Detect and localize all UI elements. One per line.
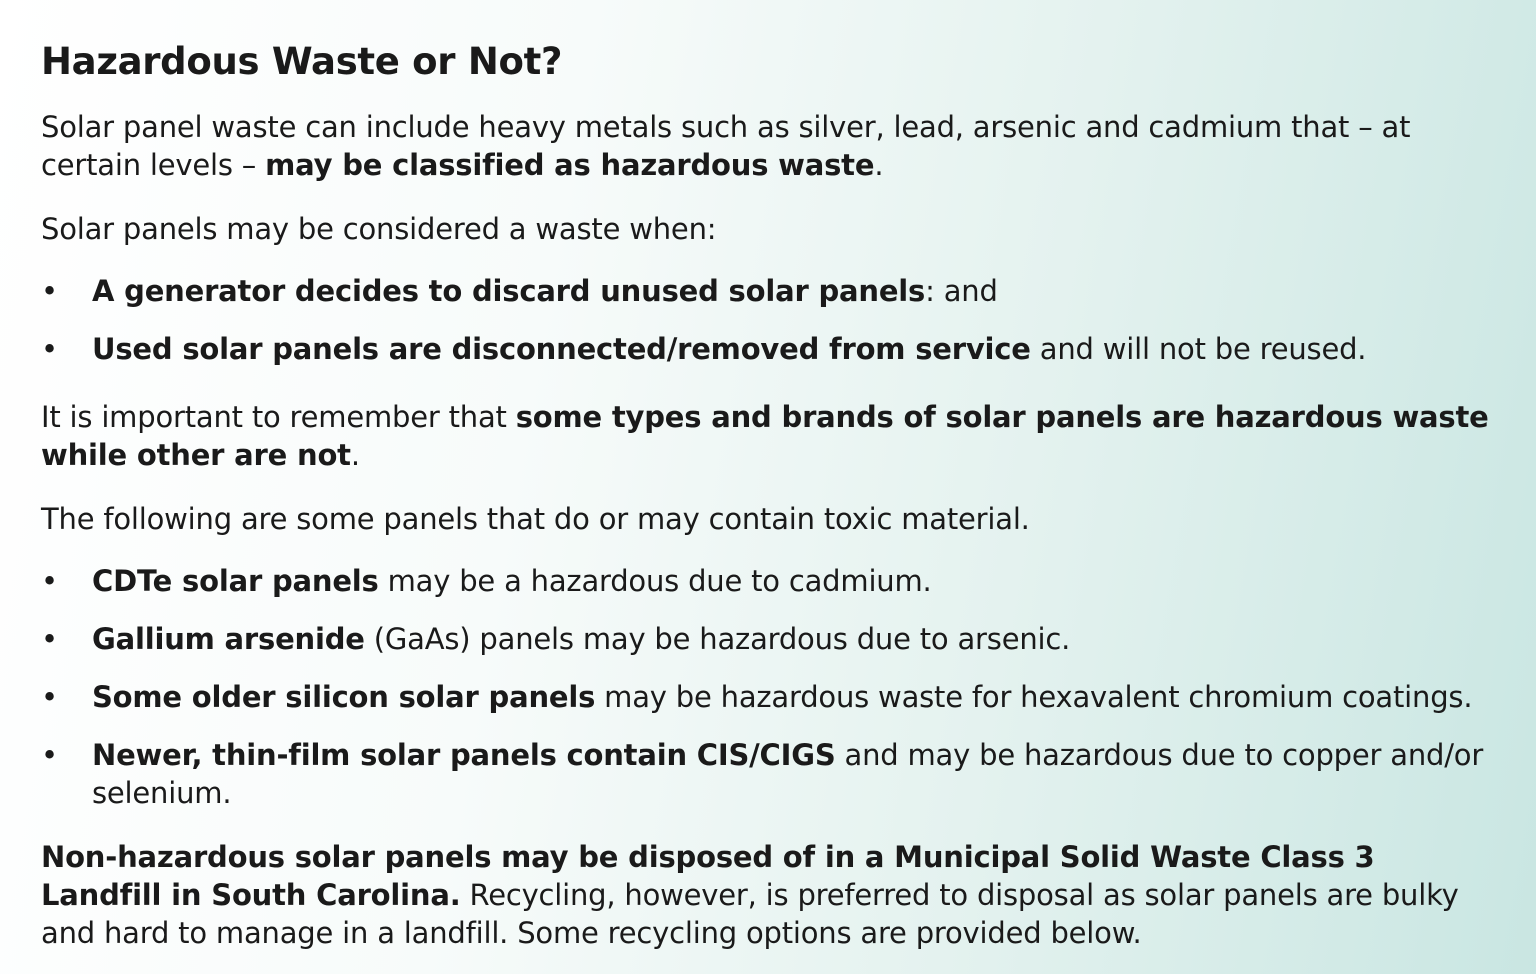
intro-end: . bbox=[874, 148, 884, 182]
item-text: : and bbox=[925, 274, 998, 308]
remember-paragraph bbox=[41, 398, 1501, 474]
document-body bbox=[41, 36, 1501, 952]
following-paragraph: The following are some panels that do or may contain toxic material. bbox=[41, 502, 1030, 536]
item-text: may be hazardous waste for hexavalent chromium coatings. bbox=[595, 680, 1473, 714]
waste-when-paragraph: Solar panels may be considered a waste when: bbox=[41, 212, 717, 246]
item-text: and may be hazardous due to copper and/or selenium. bbox=[92, 738, 1484, 810]
bullet-icon: • bbox=[41, 622, 58, 656]
list-item bbox=[41, 678, 1501, 716]
item-text: (GaAs) panels may be hazardous due to arsenic. bbox=[364, 622, 1071, 656]
item-bold: A generator decides to discard unused solar panels bbox=[92, 274, 926, 308]
intro-paragraph bbox=[41, 108, 1501, 184]
remember-bold: some types and brands of solar panels are hazardous waste while other are not bbox=[41, 400, 1489, 472]
bullet-icon: • bbox=[41, 274, 58, 308]
page-title: Hazardous Waste or Not? bbox=[41, 40, 563, 83]
bullet-icon: • bbox=[41, 564, 58, 598]
bullet-icon: • bbox=[41, 680, 58, 714]
intro-text: Solar panel waste can include heavy metals such as silver, lead, arsenic and cadmium that – at certain levels – bbox=[41, 110, 1411, 182]
item-bold: Newer, thin-film solar panels contain CIS/CIGS bbox=[92, 738, 836, 772]
remember-end: . bbox=[350, 438, 360, 472]
waste-conditions-list bbox=[41, 272, 1501, 368]
item-bold: Gallium arsenide bbox=[92, 622, 365, 656]
list-item bbox=[41, 620, 1501, 658]
toxic-panels-list bbox=[41, 562, 1501, 812]
bullet-icon: • bbox=[41, 738, 58, 772]
list-item bbox=[41, 736, 1501, 812]
item-bold: Some older silicon solar panels bbox=[92, 680, 596, 714]
item-text: and will not be reused. bbox=[1030, 332, 1367, 366]
bullet-icon: • bbox=[41, 332, 58, 366]
item-text: may be a hazardous due to cadmium. bbox=[378, 564, 932, 598]
closing-paragraph bbox=[41, 838, 1501, 952]
list-item bbox=[41, 330, 1501, 368]
list-item bbox=[41, 562, 1501, 600]
item-bold: CDTe solar panels bbox=[92, 564, 379, 598]
item-bold: Used solar panels are disconnected/removed from service bbox=[92, 332, 1031, 366]
closing-bold: Non-hazardous solar panels may be disposed of in a Municipal Solid Waste Class 3 Landfill in South Carolina. bbox=[41, 840, 1375, 912]
intro-bold: may be classified as hazardous waste bbox=[265, 148, 875, 182]
remember-text: It is important to remember that bbox=[41, 400, 516, 434]
closing-text: Recycling, however, is preferred to disposal as solar panels are bulky and hard to manage in a landfill. Some recycling options are provided below. bbox=[41, 878, 1459, 950]
list-item bbox=[41, 272, 1501, 310]
